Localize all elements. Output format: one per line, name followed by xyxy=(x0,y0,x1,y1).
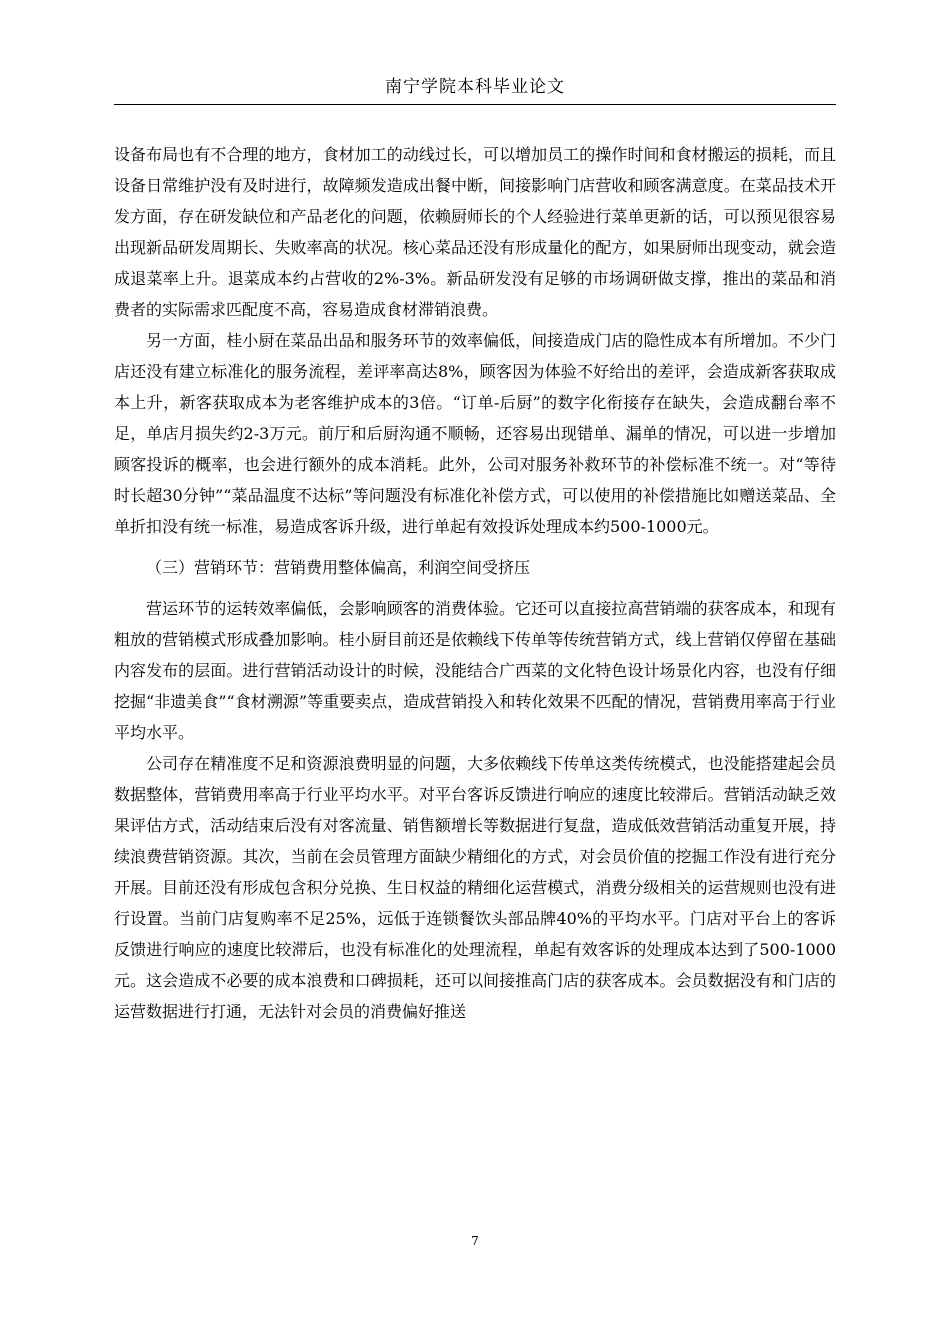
body-paragraph: 另一方面，桂小厨在菜品出品和服务环节的效率偏低，间接造成门店的隐性成本有所增加。不少门店还没有建立标准化的服务流程，差评率高达8%，顾客因为体验不好给出的差评，会造成新客获取成本上升，新客获取成本为老客维护成本的3倍。“订单-后厨”的数字化衔接存在缺失，会造成翻台率不足，单店月损失约2-3万元。前厅和后厨沟通不顺畅，还容易出现错单、漏单的情况，可以进一步增加顾客投诉的概率，也会进行额外的成本消耗。此外，公司对服务补救环节的补偿标准不统一。对“等待时长超30分钟”“菜品温度不达标”等问题没有标准化补偿方式，可以使用的补偿措施比如赠送菜品、全单折扣没有统一标准，易造成客诉升级，进行单起有效投诉处理成本约500-1000元。 xyxy=(114,331,836,536)
page-body xyxy=(114,139,836,1027)
section-heading: （三）营销环节：营销费用整体偏高，利润空间受挤压 xyxy=(146,558,531,577)
header-rule xyxy=(114,104,836,105)
page-number: 7 xyxy=(471,1234,479,1248)
body-paragraph: 设备布局也有不合理的地方，食材加工的动线过长，可以增加员工的操作时间和食材搬运的损耗，而且设备日常维护没有及时进行，故障频发造成出餐中断，间接影响门店营收和顾客满意度。在菜品技术开发方面，存在研发缺位和产品老化的问题，依赖厨师长的个人经验进行菜单更新的话，可以预见很容易出现新品研发周期长、失败率高的状况。核心菜品还没有形成量化的配方，如果厨师出现变动，就会造成退菜率上升。退菜成本约占营收的2%-3%。新品研发没有足够的市场调研做支撑，推出的菜品和消费者的实际需求匹配度不高，容易造成食材滞销浪费。 xyxy=(114,145,836,319)
body-paragraph: 营运环节的运转效率偏低，会影响顾客的消费体验。它还可以直接拉高营销端的获客成本，和现有粗放的营销模式形成叠加影响。桂小厨目前还是依赖线下传单等传统营销方式，线上营销仅停留在基础内容发布的层面。进行营销活动设计的时候，没能结合广西菜的文化特色设计场景化内容，也没有仔细挖掘“非遗美食”“食材溯源”等重要卖点，造成营销投入和转化效果不匹配的情况，营销费用率高于行业平均水平。 xyxy=(114,599,836,742)
body-paragraph: 公司存在精准度不足和资源浪费明显的问题，大多依赖线下传单这类传统模式，也没能搭建起会员数据整体，营销费用率高于行业平均水平。对平台客诉反馈进行响应的速度比较滞后。营销活动缺乏效果评估方式，活动结束后没有对客流量、销售额增长等数据进行复盘，造成低效营销活动重复开展，持续浪费营销资源。其次，当前在会员管理方面缺少精细化的方式，对会员价值的挖掘工作没有进行充分开展。目前还没有形成包含积分兑换、生日权益的精细化运营模式，消费分级相关的运营规则也没有进行设置。当前门店复购率不足25%，远低于连锁餐饮头部品牌40%的平均水平。门店对平台上的客诉反馈进行响应的速度比较滞后，也没有标准化的处理流程，单起有效客诉的处理成本达到了500-1000元。这会造成不必要的成本浪费和口碑损耗，还可以间接推高门店的获客成本。会员数据没有和门店的运营数据进行打通，无法针对会员的消费偏好推送 xyxy=(114,754,836,1021)
running-header: 南宁学院本科毕业论文 xyxy=(385,77,565,97)
